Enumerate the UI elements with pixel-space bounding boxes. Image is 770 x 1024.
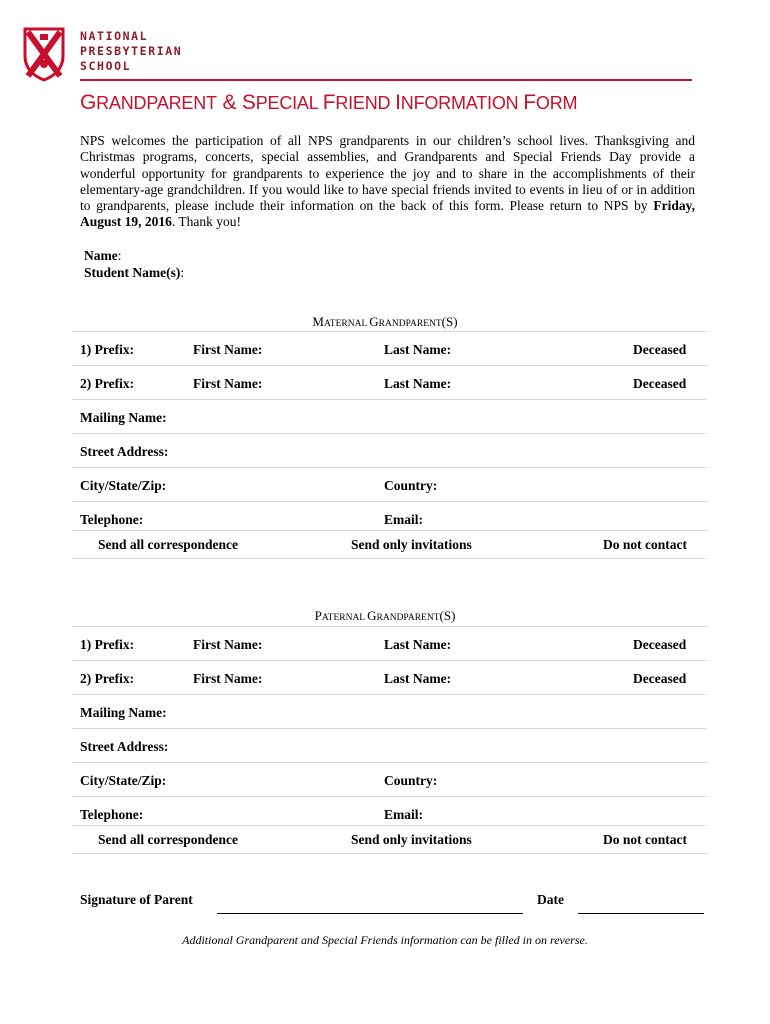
form-title: GRANDPARENT & SPECIAL FRIEND INFORMATION FORM	[80, 91, 578, 114]
send-invitations-option[interactable]: Send only invitations	[351, 537, 472, 552]
signature-label: Signature of Parent	[80, 892, 193, 907]
first-name-label: First Name:	[193, 342, 263, 357]
paternal-row-1[interactable]	[72, 626, 707, 660]
deceased-option[interactable]: Deceased	[633, 376, 687, 391]
last-name-label: Last Name:	[384, 671, 452, 686]
school-crest-logo	[22, 26, 66, 82]
maternal-contact-row	[72, 530, 707, 559]
street-address-label: Street Address:	[80, 739, 169, 754]
email-label: Email:	[384, 512, 423, 527]
paternal-heading: PATERNAL GRANDPARENT(S)	[314, 608, 456, 623]
school-name	[80, 29, 182, 74]
header-divider	[80, 79, 692, 81]
paternal-mailing-row[interactable]	[72, 694, 707, 728]
deceased-option[interactable]: Deceased	[633, 342, 687, 357]
telephone-label: Telephone:	[80, 807, 144, 822]
first-name-label: First Name:	[193, 671, 263, 686]
name-block	[84, 247, 184, 281]
school-name-line2: PRESBYTERIAN	[80, 44, 183, 58]
send-all-option[interactable]: Send all correspondence	[98, 832, 239, 847]
paternal-city-row[interactable]	[72, 762, 707, 796]
mailing-name-label: Mailing Name:	[80, 705, 167, 720]
send-invitations-option[interactable]: Send only invitations	[351, 832, 472, 847]
country-label: Country:	[384, 478, 438, 493]
paternal-row-2[interactable]	[72, 660, 707, 694]
prefix-label: 2) Prefix:	[80, 671, 135, 686]
deceased-option[interactable]: Deceased	[633, 637, 687, 652]
prefix-label: 2) Prefix:	[80, 376, 135, 391]
do-not-contact-option[interactable]: Do not contact	[603, 832, 687, 847]
last-name-label: Last Name:	[384, 342, 452, 357]
maternal-heading: MATERNAL GRANDPARENT(S)	[312, 314, 458, 329]
name-field[interactable]: Name:	[84, 248, 122, 263]
maternal-row-1[interactable]	[72, 331, 707, 365]
maternal-street-row[interactable]	[72, 433, 707, 467]
school-name-line3: SCHOOL	[80, 59, 132, 73]
city-state-zip-label: City/State/Zip:	[80, 478, 167, 493]
date-line[interactable]	[578, 913, 704, 914]
street-address-label: Street Address:	[80, 444, 169, 459]
city-state-zip-label: City/State/Zip:	[80, 773, 167, 788]
prefix-label: 1) Prefix:	[80, 342, 135, 357]
mailing-name-label: Mailing Name:	[80, 410, 167, 425]
intro-paragraph: NPS welcomes the participation of all NPS grandparents in our children’s school lives. Thanksgiving and Christmas programs, concerts, special assemblies, and Grandparents and Special Friends Day provide a wonderful opportunity for grandparents to experience the joy and to share in the accomplishments of their elementary-age grandchildren. If you would like to have special friends invited to events in lieu of or in addition to grandparents, please include their information on the back of this form. Please return to NPS by Friday, August 19, 2016. Thank you!	[80, 133, 695, 230]
maternal-mailing-row[interactable]	[72, 399, 707, 433]
last-name-label: Last Name:	[384, 637, 452, 652]
deadline-date: Friday, August 19, 2016	[80, 198, 695, 230]
deceased-option[interactable]: Deceased	[633, 671, 687, 686]
prefix-label: 1) Prefix:	[80, 637, 135, 652]
paternal-street-row[interactable]	[72, 728, 707, 762]
country-label: Country:	[384, 773, 438, 788]
signature-line[interactable]	[217, 913, 523, 914]
footer-note: Additional Grandparent and Special Friends information can be filled in on reverse.	[182, 933, 588, 947]
date-label: Date	[537, 892, 564, 907]
telephone-label: Telephone:	[80, 512, 144, 527]
first-name-label: First Name:	[193, 637, 263, 652]
paternal-contact-row	[72, 825, 707, 854]
student-name-field[interactable]: Student Name(s):	[84, 265, 185, 280]
email-label: Email:	[384, 807, 423, 822]
first-name-label: First Name:	[193, 376, 263, 391]
last-name-label: Last Name:	[384, 376, 452, 391]
maternal-city-row[interactable]	[72, 467, 707, 501]
do-not-contact-option[interactable]: Do not contact	[603, 537, 687, 552]
school-name-line1: NATIONAL	[80, 29, 149, 43]
maternal-row-2[interactable]	[72, 365, 707, 399]
send-all-option[interactable]: Send all correspondence	[98, 537, 239, 552]
